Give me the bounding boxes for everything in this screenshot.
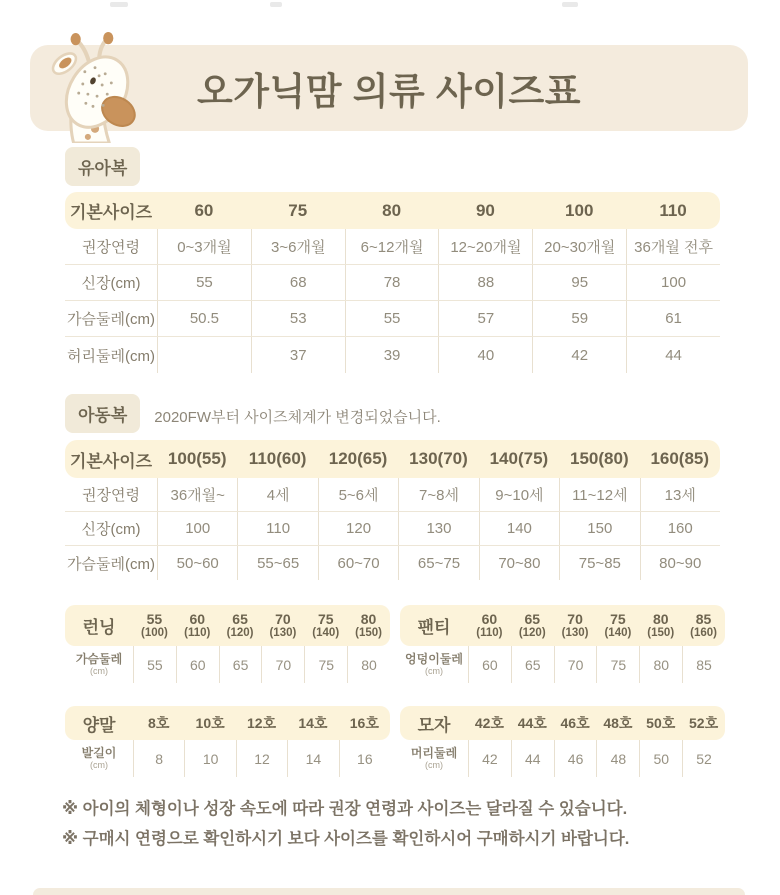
column-header: 60 (194, 200, 214, 220)
table-cell: 10 (184, 740, 235, 777)
table-cell: 53 (251, 301, 345, 336)
size-number: 65 (524, 610, 541, 627)
size-number: 80 (360, 610, 377, 627)
table-cell: 9~10세 (479, 478, 559, 511)
row-label: 가슴둘레(cm) (67, 311, 155, 328)
table-cell: 70~80 (479, 546, 559, 580)
table-cell: 40 (438, 337, 532, 373)
table-cell: 50~60 (157, 546, 237, 580)
table-cell: 7~8세 (398, 478, 478, 511)
table-cell: 37 (251, 337, 345, 373)
table-cell: 80~90 (640, 546, 720, 580)
panty-size-table (400, 605, 725, 683)
table-cell (157, 337, 251, 373)
table-cell: 140 (479, 512, 559, 545)
column-header: 140(75) (489, 449, 549, 468)
table-cell: 60 (176, 646, 219, 683)
column-header: 75 (288, 200, 308, 220)
table-cell: 57 (438, 301, 532, 336)
running-size-table (65, 605, 390, 683)
table-row (65, 546, 720, 580)
table-cell: 11~12세 (559, 478, 639, 511)
cropped-text-remnant (110, 2, 128, 7)
table-cell: 3~6개월 (251, 229, 345, 264)
table-row (400, 740, 725, 777)
size-number: 80 (652, 610, 669, 627)
hat-size-table (400, 706, 725, 777)
row-label: 허리둘레(cm) (67, 347, 155, 365)
size-column-header (261, 605, 304, 646)
table-cell: 88 (438, 265, 532, 300)
size-equivalent: (110) (184, 626, 211, 639)
table-cell: 95 (532, 265, 626, 300)
size-column-header (468, 605, 511, 646)
size-column-header (304, 605, 347, 646)
size-column-header: 46호 (560, 715, 590, 731)
row-label: 엉덩이둘레 (cm) (405, 652, 463, 676)
children-table-header (65, 440, 720, 478)
column-header: 120(65) (328, 449, 388, 468)
column-header: 130(70) (409, 449, 468, 468)
row-label: 가슴둘레(cm) (67, 555, 155, 573)
socks-table-header (65, 706, 390, 740)
table-row (65, 646, 390, 683)
size-column-header: 16호 (349, 715, 379, 731)
column-header: 150(80) (570, 449, 629, 468)
table-cell: 100 (157, 512, 237, 545)
column-header: 160(85) (650, 449, 710, 468)
size-column-header (596, 605, 639, 646)
row-label: 권장연령 (82, 487, 140, 504)
size-column-header (347, 605, 390, 646)
table-cell: 150 (559, 512, 639, 545)
size-number: 85 (695, 610, 712, 627)
table-cell: 44 (626, 337, 720, 373)
running-table-header (65, 605, 390, 646)
item-label: 모자 (417, 715, 451, 735)
size-number: 75 (610, 610, 626, 627)
table-cell: 20~30개월 (532, 229, 626, 264)
row-label: 머리둘레 (cm) (410, 746, 458, 770)
table-cell: 8 (133, 740, 184, 777)
table-row (65, 229, 720, 265)
size-number: 55 (146, 610, 163, 627)
table-cell: 65 (219, 646, 262, 683)
table-cell: 75 (596, 646, 639, 683)
table-cell: 55 (157, 265, 251, 300)
table-cell: 44 (511, 740, 554, 777)
table-cell: 4세 (237, 478, 317, 511)
table-cell: 59 (532, 301, 626, 336)
cropped-next-section-bar (33, 888, 745, 895)
table-cell: 55~65 (237, 546, 317, 580)
infant-table-header (65, 192, 720, 229)
column-header: 기본사이즈 (69, 451, 153, 471)
size-column-header: 44호 (517, 715, 547, 731)
table-cell: 5~6세 (318, 478, 398, 511)
table-cell: 36개월 전후 (626, 229, 720, 264)
size-column-header: 8호 (148, 715, 170, 731)
table-cell: 110 (237, 512, 317, 545)
size-column-header: 48호 (603, 715, 633, 731)
footnote: ※ 구매시 연령으로 확인하시기 보다 사이즈를 확인하시어 구매하시기 바랍니다. (62, 830, 630, 848)
size-column-header (219, 605, 262, 646)
table-cell: 80 (639, 646, 682, 683)
size-number: 60 (189, 610, 206, 627)
table-row (65, 478, 720, 512)
table-cell: 36개월~ (157, 478, 237, 511)
column-header: 100 (565, 200, 594, 220)
table-cell: 39 (345, 337, 439, 373)
table-row (65, 512, 720, 546)
table-cell: 46 (554, 740, 597, 777)
table-cell: 55 (345, 301, 439, 336)
item-label: 팬티 (417, 618, 451, 637)
socks-size-table (65, 706, 390, 777)
row-label: 권장연령 (82, 239, 140, 256)
item-label: 런닝 (82, 618, 116, 637)
footnote: ※ 아이의 체형이나 성장 속도에 따라 권장 연령과 사이즈는 달라질 수 있습니다. (62, 800, 628, 818)
size-equivalent: (140) (312, 626, 340, 639)
hat-table-header (400, 706, 725, 740)
section-label-infant: 유아복 (65, 147, 140, 186)
children-size-table (65, 440, 720, 580)
size-column-header (639, 605, 682, 646)
table-cell: 42 (468, 740, 511, 777)
table-cell: 78 (345, 265, 439, 300)
size-column-header (682, 605, 725, 646)
table-cell: 12 (236, 740, 287, 777)
size-equivalent: (100) (140, 626, 168, 639)
table-cell: 6~12개월 (345, 229, 439, 264)
size-number: 70 (567, 610, 583, 627)
panty-table-header (400, 605, 725, 646)
table-cell: 16 (339, 740, 390, 777)
table-cell: 52 (682, 740, 725, 777)
children-size-note: 2020FW부터 사이즈체계가 변경되었습니다. (154, 409, 441, 426)
column-header: 100(55) (167, 449, 227, 468)
table-cell: 120 (318, 512, 398, 545)
size-number: 65 (232, 610, 248, 627)
title-banner (30, 45, 748, 131)
table-row (400, 646, 725, 683)
table-cell: 100 (626, 265, 720, 300)
size-column-header (554, 605, 597, 646)
size-equivalent: (110) (476, 626, 503, 639)
table-cell: 42 (532, 337, 626, 373)
table-cell: 80 (347, 646, 390, 683)
table-cell: 70 (261, 646, 304, 683)
table-cell: 48 (596, 740, 639, 777)
table-cell: 65 (511, 646, 554, 683)
item-label: 양말 (82, 715, 116, 735)
table-cell: 85 (682, 646, 725, 683)
cropped-text-remnant (270, 2, 282, 7)
column-header: 110 (659, 200, 687, 220)
size-column-header: 12호 (246, 715, 277, 731)
table-cell: 61 (626, 301, 720, 336)
table-row (65, 301, 720, 337)
size-column-header: 52호 (689, 715, 719, 731)
table-row (65, 265, 720, 301)
size-column-header (511, 605, 554, 646)
cropped-text-remnant (562, 2, 578, 7)
table-cell: 68 (251, 265, 345, 300)
table-cell: 65~75 (398, 546, 478, 580)
table-cell: 13세 (640, 478, 720, 511)
size-column-header (176, 605, 219, 646)
size-column-header: 50호 (646, 715, 676, 731)
table-row (65, 337, 720, 373)
table-cell: 75~85 (559, 546, 639, 580)
size-equivalent: (150) (355, 626, 382, 639)
size-column-header: 14호 (298, 715, 328, 731)
row-label: 가슴둘레 (cm) (75, 652, 123, 676)
row-label: 발길이 (cm) (81, 746, 117, 770)
table-cell: 50 (639, 740, 682, 777)
size-equivalent: (130) (561, 626, 589, 639)
infant-size-table (65, 192, 720, 373)
size-number: 75 (317, 610, 334, 627)
table-cell: 50.5 (157, 301, 251, 336)
table-row (65, 740, 390, 777)
size-column-header (133, 605, 176, 646)
size-column-header: 42호 (474, 715, 504, 731)
table-cell: 14 (287, 740, 338, 777)
column-header: 110(60) (248, 449, 307, 468)
table-cell: 60~70 (318, 546, 398, 580)
page-title: 오가닉맘 의류 사이즈표 (197, 71, 581, 112)
column-header: 80 (382, 200, 402, 220)
size-equivalent: (160) (690, 626, 717, 639)
table-cell: 130 (398, 512, 478, 545)
table-cell: 70 (554, 646, 597, 683)
row-label: 신장(cm) (81, 521, 141, 538)
table-cell: 60 (468, 646, 511, 683)
size-number: 60 (481, 610, 498, 627)
row-label: 신장(cm) (81, 275, 141, 292)
section-label-children: 아동복 (65, 394, 140, 433)
table-cell: 75 (304, 646, 347, 683)
table-cell: 12~20개월 (438, 229, 532, 264)
table-cell: 0~3개월 (157, 229, 251, 264)
table-cell: 55 (133, 646, 176, 683)
size-equivalent: (150) (647, 626, 675, 639)
size-equivalent: (120) (518, 626, 546, 639)
size-equivalent: (130) (269, 626, 297, 639)
column-header: 90 (475, 200, 495, 220)
size-number: 70 (275, 610, 291, 627)
size-equivalent: (120) (226, 626, 254, 639)
column-header: 기본사이즈 (69, 203, 153, 222)
size-equivalent: (140) (604, 626, 632, 639)
table-cell: 160 (640, 512, 720, 545)
size-column-header: 10호 (195, 715, 225, 731)
